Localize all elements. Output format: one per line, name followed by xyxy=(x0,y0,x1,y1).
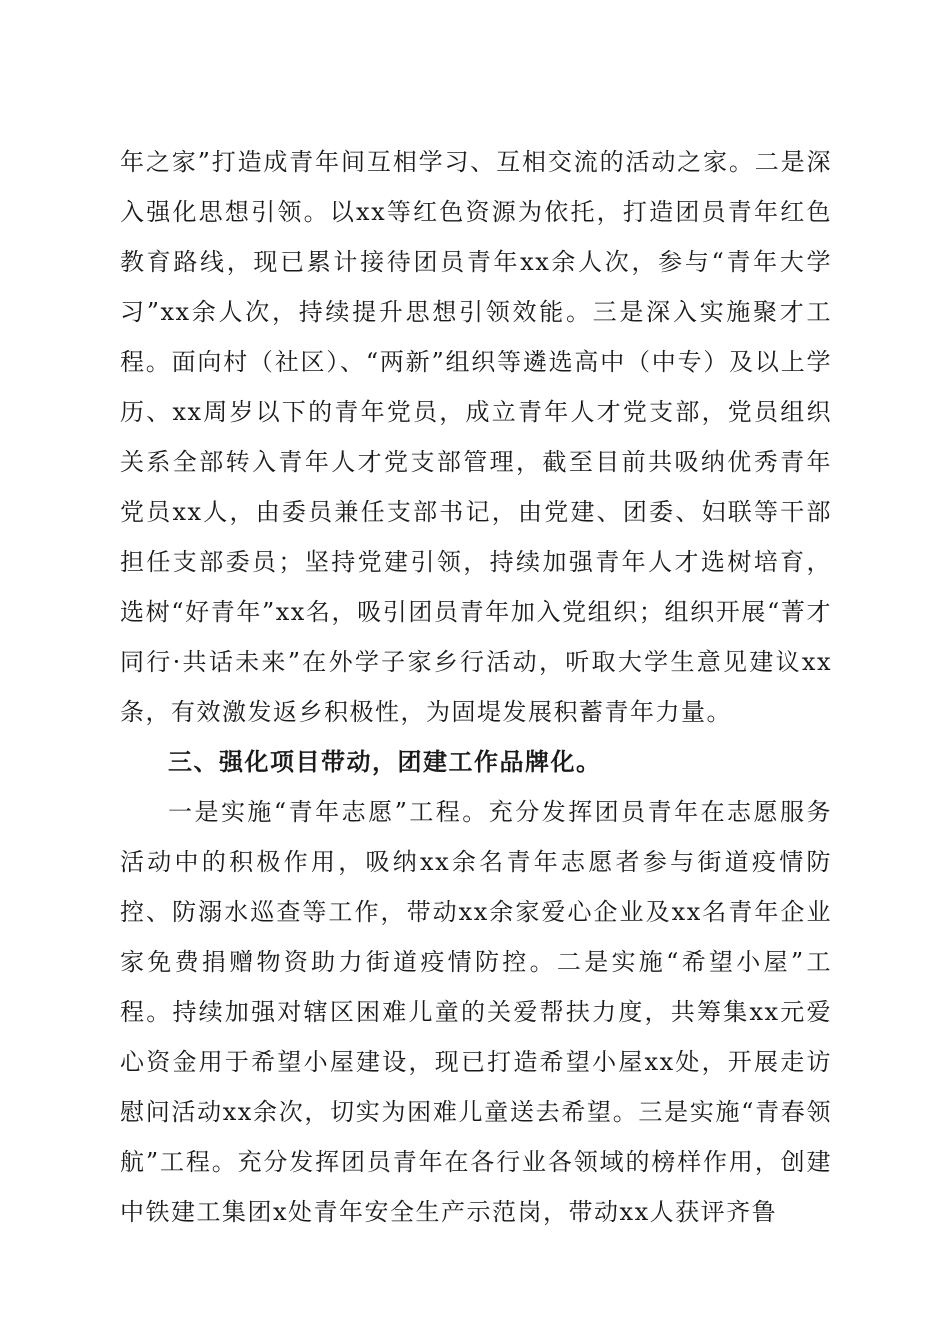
section-heading-three: 三、强化项目带动，团建工作品牌化。 xyxy=(168,748,602,776)
body-paragraph-projects: 一是实施“青年志愿”工程。充分发挥团员青年在志愿服务活动中的积极作用，吸纳xx余名青年志愿者参与街道疫情防控、防溺水巡查等工作，带动xx余家爱心企业及xx名青年企业家免费捐赠物资助力街道疫情防控。二是实施“希望小屋”工程。持续加强对辖区困难儿童的关爱帮扶力度，共筹集xx元爱心资金用于希望小屋建设，现已打造希望小屋xx处，开展走访慰问活动xx余次，切实为困难儿童送去希望。三是实施“青春领航”工程。充分发挥团员青年在各行业各领域的榜样作用，创建中铁建工集团x处青年安全生产示范岗，带动xx人获评齐鲁 xyxy=(120,798,832,1226)
document-body xyxy=(120,137,832,1237)
body-paragraph-continued: 年之家”打造成青年间互相学习、互相交流的活动之家。二是深入强化思想引领。以xx等红色资源为依托，打造团员青年红色教育路线，现已累计接待团员青年xx余人次，参与“青年大学习”xx余人次，持续提升思想引领效能。三是深入实施聚才工程。面向村（社区）、“两新”组织等遴选高中（中专）及以上学历、xx周岁以下的青年党员，成立青年人才党支部，党员组织关系全部转入青年人才党支部管理，截至目前共吸纳优秀青年党员xx人，由委员兼任支部书记，由党建、团委、妇联等干部担任支部委员；坚持党建引领，持续加强青年人才选树培育，选树“好青年”xx名，吸引团员青年加入党组织；组织开展“菁才同行·共话未来”在外学子家乡行活动，听取大学生意见建议xx条，有效激发返乡积极性，为固堤发展积蓄青年力量。 xyxy=(120,148,832,726)
